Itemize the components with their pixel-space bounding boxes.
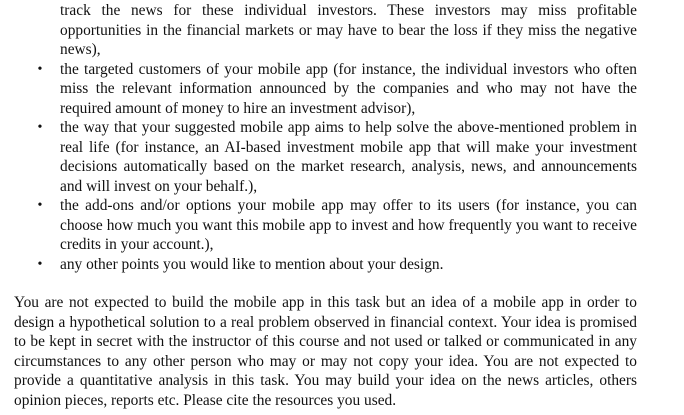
list-item-text: the targeted customers of your mobile app (for instance, the individual investors who often miss the relevant information announced by the companies and who may not have the required amount of money to hire an investment advisor), [60, 60, 637, 117]
list-item-text: track the news for these individual investors. These investors may miss profitable opportunities in the financial markets or may have to bear the loss if they miss the negative news), [60, 2, 637, 58]
list-item-continuation [60, 1, 637, 60]
list-item-other-points [37, 255, 637, 275]
list-item-solution-approach [37, 118, 637, 196]
list-item-add-ons [37, 196, 637, 255]
bullet-icon: • [37, 198, 43, 213]
list-item-text: the way that your suggested mobile app aims to help solve the above-mentioned problem in real life (for instance, an AI-based investment mobile app that will make your investment decisions automatically based on the market research, analysis, news, and announcements and will invest on your behalf.), [60, 119, 637, 195]
bullet-icon: • [37, 120, 43, 135]
bullet-icon: • [37, 256, 43, 272]
list-item-text: any other points you would like to mention about your design. [60, 255, 444, 273]
requirements-list [37, 1, 637, 274]
list-item-text: the add-ons and/or options your mobile app may offer to its users (for instance, you can choose how much you want this mobile app to invest and how frequently you want to receive credits in your account.), [60, 197, 637, 253]
instructions-paragraph: You are not expected to build the mobile app in this task but an idea of a mobile app in order to design a hypothetical solution to a real problem observed in financial context. Your idea is promised to be kept in secret with the instructor of this course and not used or talked or communicated in any circumstances to any other person who may or may not copy your idea. You are not expected to provide a quantitative analysis in this task. You may build your idea on the news articles, others opinion pieces, reports etc. Please cite the resources you used. [14, 294, 637, 409]
list-item-target-customers [37, 60, 637, 119]
bullet-icon: • [37, 61, 43, 77]
